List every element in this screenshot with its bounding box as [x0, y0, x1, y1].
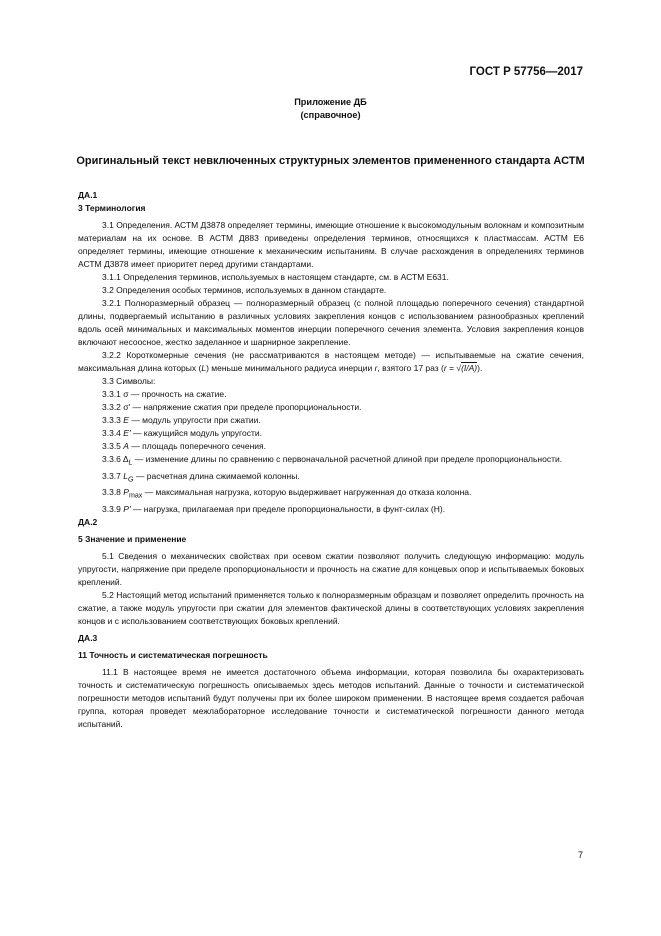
- section-heading: 5 Значение и применение: [78, 534, 187, 545]
- symbol-item: 3.3.6 $\Delta_L$ — изменение длины по сравнению с первоначальной расчетной длиной при пределе пропорциональности.: [102, 454, 563, 467]
- paragraph: 3.2.2 Короткомерные сечения (не рассматриваются в настоящем методе) — испытываемые на сжатие сечения, максимальная длина которых (L) меньше минимального радиуса инерции r, взятого 17 раз (r = √(I/A)).: [78, 350, 584, 373]
- paragraph: 3.2.1 Полноразмерный образец — полноразмерный образец (с полной площадью поперечного сечения) стандартной длины, подвергаемый испытанию в различных условиях закрепления концов с использованием разнообразных креплений вдоль осей минимальных и максимальных моментов инерции поперечного сечения элемента. Условия закрепления концов включают несоосное, жестко заделанное и шарнирное закрепление.: [78, 298, 584, 347]
- annex-title: Приложение ДБ: [294, 97, 367, 107]
- paragraph: 3.2 Определения особых терминов, используемых в данном стандарте.: [102, 285, 387, 295]
- symbol-item: 3.3.3 E — модуль упругости при сжатии.: [102, 415, 261, 425]
- paragraph: 3.1.1 Определения терминов, используемых в настоящем стандарте, см. в АСТМ Е631.: [102, 272, 449, 282]
- document-body: [78, 189, 584, 731]
- section-label: ДА.2: [78, 517, 98, 528]
- section-label: ДА.1: [78, 190, 98, 200]
- paragraph: 11.1 В настоящее время не имеется достаточного объема информации, которая позволила бы охарактеризовать точность и систематическую погрешность описываемых здесь методов испытаний. Данные о точности и систематической погрешности методов испытаний будут получены при их более широком применении. В настоящее время создается рабочая группа, которая проведет межлабораторное исследование точности и систематической погрешности данного метода испытаний.: [78, 667, 584, 730]
- paragraph: 5.2 Настоящий метод испытаний применяется только к полноразмерным образцам и позволяет определить прочность на сжатие, а также модуль упругости при сжатии для элементов фактической длины в соответствующих условиях закрепления концов и с использованием соответствующих боковых креплений.: [78, 590, 584, 627]
- symbol-item: 3.3.8 $P_{max}$ — максимальная нагрузка, которую выдерживает нагруженная до отказа колонна.: [102, 487, 472, 501]
- annex-heading: [0, 96, 661, 122]
- symbol-item: 3.3.4 E' — кажущийся модуль упругости.: [102, 428, 262, 438]
- paragraph: 3.1 Определения. АСТМ Д3878 определяет термины, имеющие отношение к высокомодульным волокнам и композитным материалам на их основе. В АСТМ Д883 приведены определения терминов, относящихся к пластмассам. АСТМ Е6 определяет термины, имеющие отношение к механическим испытаниям. В случае расхождения в определениях терминов АСТМ Д3878 имеет приоритет перед другими стандартами.: [78, 220, 584, 269]
- paragraph: 3.3 Символы:: [102, 376, 156, 386]
- page-number: 7: [577, 850, 583, 860]
- section-label: ДА.3: [78, 633, 98, 644]
- symbol-item: 3.3.2 σ' — напряжение сжатия при пределе пропорциональности.: [102, 402, 362, 412]
- annex-note: (справочное): [300, 110, 361, 120]
- document-number: ГОСТ Р 57756—2017: [469, 66, 583, 78]
- symbol-item: 3.3.7 $L_G$ — расчетная длина сжимаемой колонны.: [102, 470, 300, 484]
- main-title: Оригинальный текст невключенных структурных элементов примененного стандарта АСТМ: [76, 155, 585, 167]
- section-heading: 11 Точность и систематическая погрешность: [78, 650, 268, 661]
- symbol-item: 3.3.9 P' — нагрузка, прилагаемая при пределе пропорциональности, в фунт-силах (Н).: [102, 504, 446, 515]
- paragraph: 5.1 Сведения о механических свойствах при осевом сжатии позволяют получить следующую информацию: модуль упругости, напряжение при пределе пропорциональности и прочность на сжатие для концевых опор и испытываемых боковых креплений.: [78, 551, 584, 588]
- symbol-item: 3.3.1 σ — прочность на сжатие.: [102, 389, 227, 399]
- symbol-item: 3.3.5 A — площадь поперечного сечения.: [102, 441, 266, 451]
- section-heading: 3 Терминология: [78, 203, 146, 213]
